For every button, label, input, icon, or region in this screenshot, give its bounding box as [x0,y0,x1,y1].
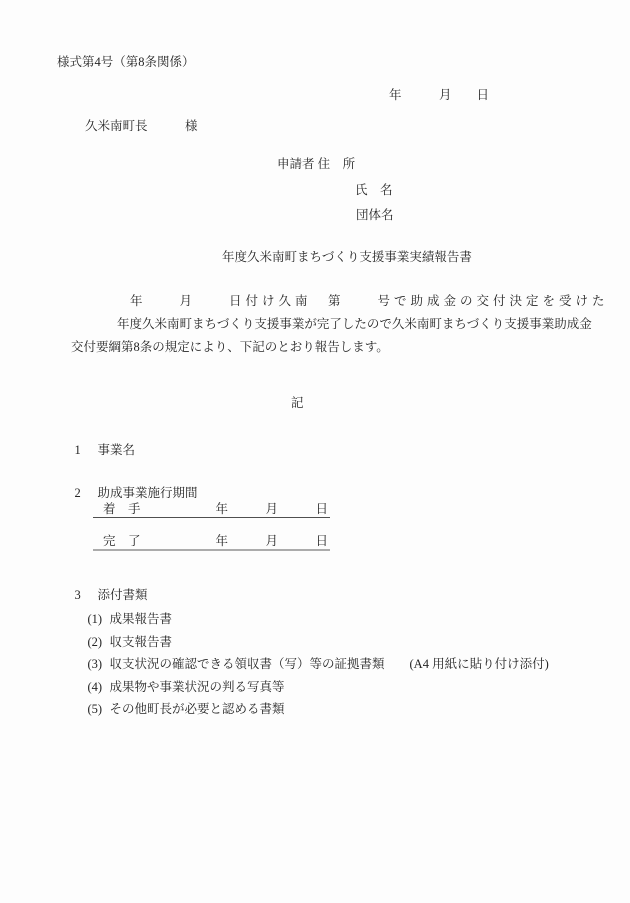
body-paragraph-line-1: 年 月 日付け久南 第 号で助成金の交付決定を受けた [130,294,609,308]
attachment-3-number: (3) [87,656,103,671]
record-marker: 記 [291,396,304,410]
form-number: 様式第4号（第8条関係） [57,55,195,69]
attachment-1-text: 成果報告書 [109,611,173,626]
applicant-name-label: 氏 名 [355,183,393,197]
attachment-5-text: その他町長が必要と認める書類 [109,701,285,716]
attachment-2-text: 収支報告書 [109,634,173,649]
section-3-label: 添付書類 [97,587,148,602]
attachment-5-number: (5) [87,701,103,716]
attachment-4-number: (4) [87,679,103,694]
attachment-1-number: (1) [87,611,103,626]
section-2-number: 2 [74,485,81,500]
period-end-field: 完 了 年 月 日 [93,534,330,551]
body-paragraph-line-2: 年度久米南町まちづくり支援事業が完了したので久米南町まちづくり支援事業助成金 [117,317,592,331]
document-title: 年度久米南町まちづくり支援事業実績報告書 [222,250,472,264]
applicant-address-label: 申請者 住 所 [277,157,356,171]
section-1-number: 1 [74,442,81,457]
addressee-line: 久米南町長 様 [85,119,198,133]
applicant-org-label: 団体名 [356,208,394,222]
section-3-number: 3 [74,587,81,602]
attachment-4-text: 成果物や事業状況の判る写真等 [109,679,285,694]
attachment-2-number: (2) [87,634,103,649]
attachment-item-5 [75,686,285,733]
section-1-project-name [62,427,135,474]
date-placeholder: 年 月 日 [389,88,490,102]
section-1-label: 事業名 [97,442,136,457]
section-2-label: 助成事業施行期間 [97,485,198,500]
body-paragraph-line-3: 交付要綱第8条の規定により、下記のとおり報告します。 [71,340,389,354]
period-start-field: 着 手 年 月 日 [93,502,330,518]
attachment-3-text: 収支状況の確認できる領収書（写）等の証拠書類 (A4 用紙に貼り付け添付) [109,656,549,671]
